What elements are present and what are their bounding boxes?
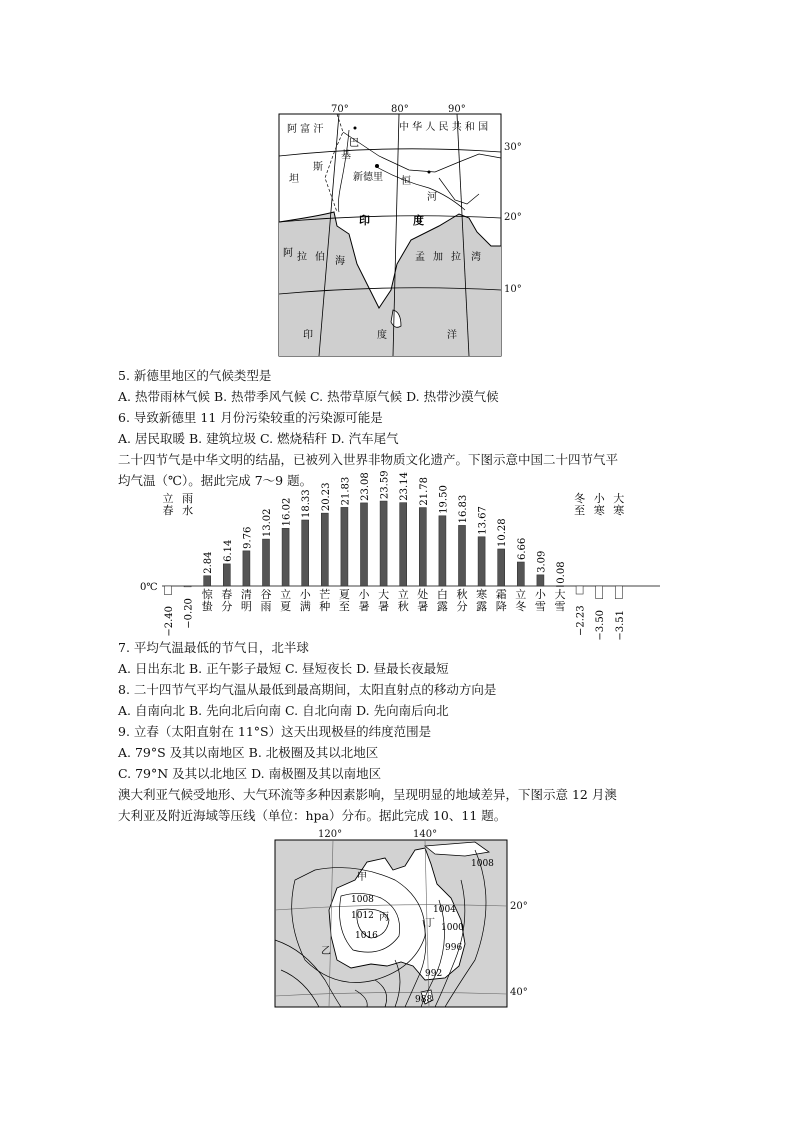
bar-13 bbox=[419, 508, 426, 586]
question-9-options-a: A. 79°S 及其以南地区 B. 北极圈及其以北地区 bbox=[118, 745, 379, 760]
category-label-1-0: 雨 bbox=[182, 492, 194, 505]
place-bengal-3: 拉 bbox=[451, 252, 461, 263]
point-bing: 丙 bbox=[379, 912, 389, 923]
category-label-7-1: 满 bbox=[299, 600, 311, 613]
category-label-17-1: 降 bbox=[495, 600, 507, 613]
question-7: 7. 平均气温最低的节气日，北半球 bbox=[118, 640, 309, 655]
place-bengal-2: 加 bbox=[433, 252, 443, 263]
value-label-4: 9.76 bbox=[242, 526, 254, 549]
value-label-20: 0.08 bbox=[556, 561, 567, 584]
bar-5 bbox=[263, 539, 270, 586]
intro-10-11-line2: 大利亚及附近海域等压线（单位：hpa）分布。据此完成 10、11 题。 bbox=[118, 808, 507, 823]
isobar-label-992: 992 bbox=[425, 969, 443, 979]
question-7-options: A. 日出东北 B. 正午影子最短 C. 昼短夜长 D. 昼最长夜最短 bbox=[118, 661, 449, 676]
category-label-8-0: 芒 bbox=[319, 588, 331, 601]
question-5-options: A. 热带雨林气候 B. 热带季风气候 C. 热带草原气候 D. 热带沙漠气候 bbox=[118, 389, 499, 404]
question-5: 5. 新德里地区的气候类型是 bbox=[118, 368, 272, 383]
value-label-14: 19.50 bbox=[438, 485, 450, 514]
category-label-10-0: 小 bbox=[358, 588, 370, 601]
question-6: 6. 导致新德里 11 月份污染较重的污染源可能是 bbox=[118, 410, 383, 425]
point-ding: 丁 bbox=[425, 918, 435, 929]
value-label-1: −0.20 bbox=[183, 598, 195, 629]
category-label-17-0: 霜 bbox=[495, 588, 507, 601]
category-label-5-1: 雨 bbox=[260, 600, 272, 613]
place-india-2: 度 bbox=[413, 214, 424, 227]
bar-3 bbox=[223, 564, 230, 586]
bar-16 bbox=[478, 537, 485, 586]
value-label-19: 3.09 bbox=[536, 550, 548, 573]
intro-10-11-line1: 澳大利亚气候受地形、大气环流等多种因素影响，呈现明显的地域差异，下图示意 12 月澳 bbox=[118, 787, 617, 802]
bar-9 bbox=[341, 507, 348, 586]
bar-8 bbox=[321, 513, 328, 586]
zero-axis-label: 0℃ bbox=[140, 582, 158, 593]
question-9: 9. 立春（太阳直射在 11°S）这天出现极昼的纬度范围是 bbox=[118, 724, 432, 739]
value-label-6: 16.02 bbox=[281, 497, 293, 527]
place-arabian-sea-1: 阿 bbox=[283, 248, 293, 259]
isobar-label-988: 988 bbox=[415, 995, 433, 1005]
isobar-label-996: 996 bbox=[445, 943, 463, 953]
category-label-5-0: 谷 bbox=[260, 588, 272, 601]
place-arabian-sea-3: 伯 bbox=[315, 252, 325, 263]
category-label-6-0: 立 bbox=[280, 588, 292, 601]
place-pakistan-3: 斯 bbox=[313, 162, 323, 173]
isobar-label-1000: 1000 bbox=[441, 923, 464, 933]
value-label-13: 21.78 bbox=[418, 476, 430, 506]
value-label-10: 23.08 bbox=[360, 472, 371, 501]
bar-4 bbox=[243, 551, 250, 586]
place-pakistan-4: 坦 bbox=[289, 174, 299, 185]
category-label-16-1: 露 bbox=[476, 600, 488, 613]
value-label-9: 21.83 bbox=[340, 476, 352, 506]
place-arabian-sea-2: 拉 bbox=[297, 252, 307, 263]
isobar-label-1004: 1004 bbox=[433, 905, 456, 915]
category-label-18-1: 冬 bbox=[515, 600, 527, 613]
category-label-6-1: 夏 bbox=[280, 600, 292, 613]
bar-19 bbox=[537, 575, 544, 586]
map1-lon-90: 90° bbox=[448, 104, 466, 115]
category-label-11-1: 暑 bbox=[378, 600, 390, 613]
place-pakistan-2: 基 bbox=[341, 150, 351, 161]
bar-7 bbox=[302, 520, 309, 586]
category-label-8-1: 种 bbox=[319, 600, 331, 613]
bar-15 bbox=[459, 525, 466, 586]
intro-7-9-line2: 均气温（℃）。据此完成 7～9 题。 bbox=[118, 473, 313, 488]
category-label-12-1: 秋 bbox=[397, 600, 409, 613]
value-label-5: 13.02 bbox=[262, 508, 273, 538]
category-label-9-0: 夏 bbox=[338, 588, 350, 601]
place-new-delhi: 新德里 bbox=[353, 172, 383, 183]
place-arabian-sea-4: 海 bbox=[335, 256, 345, 267]
category-label-22-1: 寒 bbox=[593, 504, 605, 517]
isobar-label-1008-ne: 1008 bbox=[471, 859, 494, 869]
isobar-label-1016: 1016 bbox=[355, 931, 378, 941]
map2-lat-20: 20° bbox=[510, 901, 528, 912]
category-label-4-0: 清 bbox=[240, 588, 252, 601]
category-label-15-1: 分 bbox=[456, 600, 468, 613]
value-label-17: 10.28 bbox=[497, 518, 509, 547]
value-label-2: 2.84 bbox=[203, 551, 215, 574]
point-yi: 乙 bbox=[321, 946, 331, 957]
category-label-9-1: 至 bbox=[338, 600, 350, 613]
value-label-23: −3.51 bbox=[614, 609, 626, 641]
category-label-19-0: 小 bbox=[534, 588, 546, 601]
bar-22 bbox=[596, 586, 603, 599]
value-label-18: 6.66 bbox=[516, 537, 528, 561]
isobar-label-1012: 1012 bbox=[351, 911, 374, 921]
intro-7-9-line1: 二十四节气是中华文明的结晶，已被列入世界非物质文化遗产。下图示意中国二十四节气平 bbox=[118, 452, 619, 467]
category-label-11-0: 大 bbox=[378, 588, 390, 601]
value-label-21: −2.23 bbox=[575, 605, 587, 637]
category-label-18-0: 立 bbox=[515, 588, 527, 601]
place-pakistan-1: 巴 bbox=[349, 138, 359, 149]
bar-0 bbox=[165, 586, 172, 595]
category-label-23-0: 大 bbox=[613, 492, 625, 505]
value-label-8: 20.23 bbox=[320, 482, 332, 512]
bar-1 bbox=[184, 586, 191, 587]
bar-6 bbox=[282, 528, 289, 586]
category-label-3-1: 分 bbox=[221, 600, 233, 613]
map1-lon-70: 70° bbox=[331, 104, 349, 115]
value-label-7: 18.33 bbox=[301, 489, 313, 519]
category-label-15-0: 秋 bbox=[456, 588, 468, 601]
category-label-19-1: 雪 bbox=[534, 600, 546, 613]
category-label-0-0: 立 bbox=[162, 492, 174, 505]
map1-lat-20: 20° bbox=[504, 212, 522, 223]
question-8-options: A. 自南向北 B. 先向北后向南 C. 自北向南 D. 先向南后向北 bbox=[118, 703, 449, 718]
bar-14 bbox=[439, 516, 446, 586]
place-ocean-3: 洋 bbox=[447, 330, 457, 341]
category-label-20-0: 大 bbox=[554, 588, 566, 601]
category-label-21-0: 冬 bbox=[574, 492, 586, 505]
value-label-3: 6.14 bbox=[222, 539, 234, 562]
category-label-14-1: 露 bbox=[436, 600, 448, 613]
category-label-16-0: 寒 bbox=[476, 588, 488, 601]
place-ganges-2: 河 bbox=[427, 192, 437, 203]
place-china: 中 华 人 民 共 和 国 bbox=[399, 122, 489, 133]
place-bengal-4: 湾 bbox=[471, 252, 481, 263]
question-9-options-b: C. 79°N 及其以北地区 D. 南极圈及其以南地区 bbox=[118, 766, 382, 781]
bar-11 bbox=[380, 501, 387, 586]
bar-21 bbox=[576, 586, 583, 594]
place-india-1: 印 bbox=[359, 214, 370, 227]
south-asia-map bbox=[279, 114, 501, 356]
bar-2 bbox=[204, 576, 211, 586]
category-label-12-0: 立 bbox=[397, 588, 409, 601]
category-label-1-1: 水 bbox=[182, 504, 194, 517]
point-jia: 甲 bbox=[357, 872, 367, 883]
category-label-0-1: 春 bbox=[162, 504, 174, 517]
value-label-12: 23.14 bbox=[399, 472, 411, 501]
value-label-22: −3.50 bbox=[595, 609, 607, 641]
category-label-21-1: 至 bbox=[574, 504, 586, 517]
question-6-options: A. 居民取暖 B. 建筑垃圾 C. 燃烧秸秆 D. 汽车尾气 bbox=[118, 431, 399, 446]
value-label-16: 13.67 bbox=[477, 506, 489, 535]
category-label-7-0: 小 bbox=[299, 588, 311, 601]
category-label-3-0: 春 bbox=[221, 588, 233, 601]
map2-lon-120: 120° bbox=[318, 829, 343, 840]
bar-17 bbox=[498, 549, 505, 586]
category-label-10-1: 暑 bbox=[358, 600, 370, 613]
category-label-14-0: 白 bbox=[436, 588, 448, 601]
category-label-20-1: 雪 bbox=[554, 600, 566, 613]
map1-lat-30: 30° bbox=[504, 142, 522, 153]
place-ocean-2: 度 bbox=[377, 330, 387, 341]
question-8: 8. 二十四节气平均气温从最低到最高期间，太阳直射点的移动方向是 bbox=[118, 682, 497, 697]
value-label-15: 16.83 bbox=[458, 494, 469, 524]
map1-lon-80: 80° bbox=[391, 104, 409, 115]
place-afghanistan: 阿 富 汗 bbox=[287, 124, 324, 135]
bar-10 bbox=[361, 503, 368, 586]
map1-lat-10: 10° bbox=[504, 284, 522, 295]
value-label-0: −2.40 bbox=[164, 605, 175, 637]
value-label-11: 23.59 bbox=[379, 470, 391, 500]
bar-18 bbox=[517, 562, 524, 586]
category-label-23-1: 寒 bbox=[613, 504, 625, 517]
place-ocean-1: 印 bbox=[303, 330, 313, 341]
place-bengal-1: 孟 bbox=[415, 252, 425, 263]
category-label-2-1: 蛰 bbox=[201, 600, 213, 613]
category-label-2-0: 惊 bbox=[201, 588, 213, 601]
place-ganges-1: 恒 bbox=[401, 176, 411, 187]
australia-isobar-map bbox=[275, 840, 507, 1007]
bar-20 bbox=[557, 586, 564, 587]
isobar-label-1008: 1008 bbox=[351, 895, 374, 905]
category-label-4-1: 明 bbox=[240, 600, 252, 613]
map2-lon-140: 140° bbox=[413, 829, 438, 840]
category-label-22-0: 小 bbox=[593, 492, 605, 505]
category-label-13-1: 暑 bbox=[417, 600, 429, 613]
category-label-13-0: 处 bbox=[417, 588, 429, 601]
bar-12 bbox=[400, 503, 407, 586]
map2-lat-40: 40° bbox=[510, 987, 528, 998]
bar-23 bbox=[615, 586, 622, 599]
